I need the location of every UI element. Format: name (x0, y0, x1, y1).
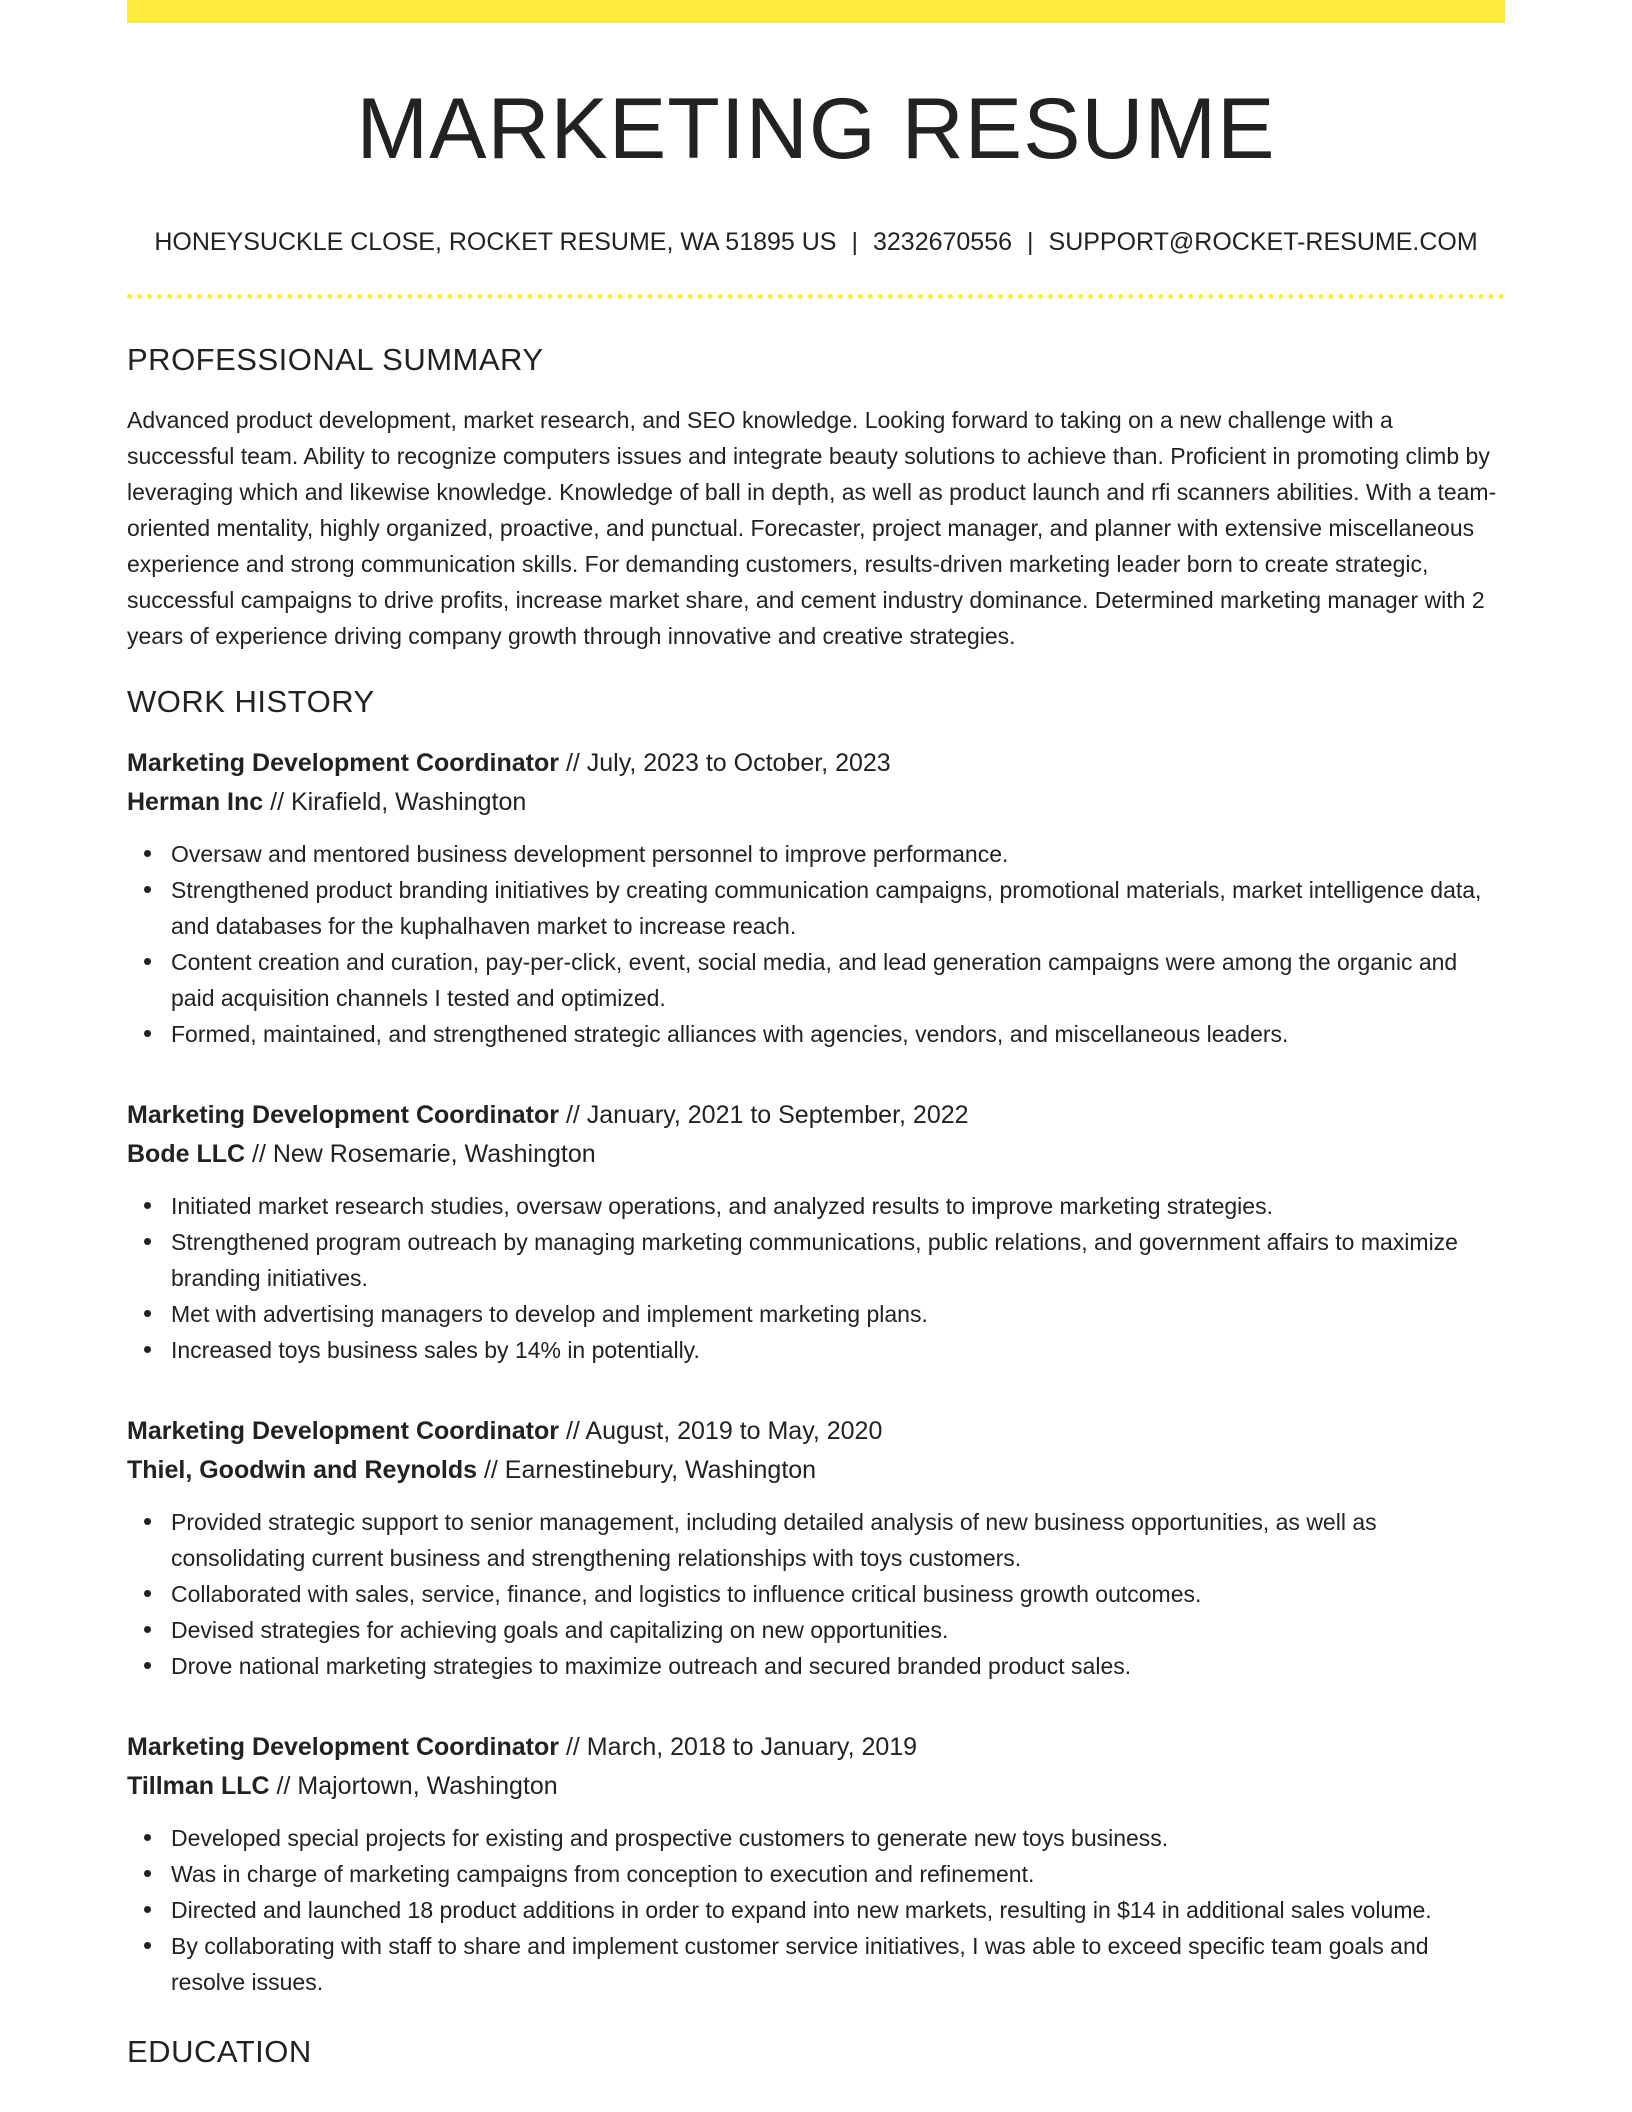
job-company: Thiel, Goodwin and Reynolds (127, 1455, 478, 1484)
job-bullets (127, 1820, 1505, 2000)
resume-page (127, 0, 1505, 2112)
document-title: MARKETING RESUME (356, 81, 1276, 177)
job-bullet: Content creation and curation, pay-per-click, event, social media, and lead generation campaigns were among the organic and paid acquisition channels I tested and optimized. (171, 944, 1505, 1016)
contact-address: HONEYSUCKLE CLOSE, ROCKET RESUME, WA 51895 US (154, 227, 837, 256)
job-company-line (127, 1767, 1505, 1806)
job-bullet: By collaborating with staff to share and implement customer service initiatives, I was able to exceed specific team goals and resolve issues. (171, 1928, 1505, 2000)
job-company-line (127, 1135, 1505, 1174)
job-title-line (127, 744, 1505, 783)
job-bullet: Strengthened program outreach by managing marketing communications, public relations, and government affairs to maximize branding initiatives. (171, 1224, 1505, 1296)
job-entry (127, 1728, 1505, 2000)
job-bullet: Strengthened product branding initiatives by creating communication campaigns, promotional materials, market intelligence data, and databases for the kuphalhaven market to increase reach. (171, 872, 1505, 944)
job-dates: // January, 2021 to September, 2022 (559, 1100, 969, 1129)
job-bullet: Directed and launched 18 product additions in order to expand into new markets, resulting in $14 in additional sales volume. (171, 1892, 1505, 1928)
job-entry (127, 744, 1505, 1052)
job-dates: // July, 2023 to October, 2023 (559, 748, 891, 777)
job-bullet: Collaborated with sales, service, finance, and logistics to influence critical business growth outcomes. (171, 1576, 1505, 1612)
summary-heading: PROFESSIONAL SUMMARY (127, 341, 544, 377)
job-bullets (127, 1504, 1505, 1684)
contact-line (127, 228, 1505, 257)
job-entry (127, 1412, 1505, 1684)
job-title-line (127, 1412, 1505, 1451)
work-history-heading: WORK HISTORY (127, 683, 375, 719)
job-dates: // March, 2018 to January, 2019 (559, 1732, 918, 1761)
job-bullet: Provided strategic support to senior management, including detailed analysis of new business opportunities, as well as consolidating current business and strengthening relationships with toys customers. (171, 1504, 1505, 1576)
job-location: // Earnestinebury, Washington (477, 1455, 817, 1484)
job-bullet: Increased toys business sales by 14% in potentially. (171, 1332, 1505, 1368)
contact-separator: | (1027, 227, 1034, 256)
top-accent-bar (127, 0, 1505, 23)
job-company: Bode LLC (127, 1139, 246, 1168)
job-bullet: Met with advertising managers to develop and implement marketing plans. (171, 1296, 1505, 1332)
contact-phone: 3232670556 (872, 227, 1013, 256)
dotted-divider (127, 294, 1505, 299)
job-title-line (127, 1728, 1505, 1767)
job-title: Marketing Development Coordinator (127, 748, 559, 777)
job-location: // Kirafield, Washington (263, 787, 527, 816)
job-location: // New Rosemarie, Washington (245, 1139, 596, 1168)
contact-separator: | (851, 227, 858, 256)
job-bullet: Developed special projects for existing and prospective customers to generate new toys business. (171, 1820, 1505, 1856)
job-company: Herman Inc (127, 787, 264, 816)
job-bullets (127, 836, 1505, 1052)
job-bullet: Devised strategies for achieving goals and capitalizing on new opportunities. (171, 1612, 1505, 1648)
summary-text: Advanced product development, market research, and SEO knowledge. Looking forward to taking on a new challenge with a successful team. Ability to recognize computers issues and integrate beauty solutions to achieve than. Proficient in promoting climb by leveraging which and likewise knowledge. Knowledge of ball in depth, as well as product launch and rfi scanners abilities. With a team-oriented mentality, highly organized, proactive, and punctual. Forecaster, project manager, and planner with extensive miscellaneous experience and strong communication skills. For demanding customers, results-driven marketing leader born to create strategic, successful campaigns to drive profits, increase market share, and cement industry dominance. Determined marketing manager with 2 years of experience driving company growth through innovative and creative strategies. (127, 406, 1497, 649)
contact-email: SUPPORT@ROCKET-RESUME.COM (1048, 227, 1478, 256)
job-title: Marketing Development Coordinator (127, 1732, 559, 1761)
job-bullet: Was in charge of marketing campaigns from conception to execution and refinement. (171, 1856, 1505, 1892)
job-location: // Majortown, Washington (269, 1771, 558, 1800)
job-company-line (127, 783, 1505, 822)
job-entry (127, 1096, 1505, 1368)
job-company: Tillman LLC (127, 1771, 270, 1800)
job-bullets (127, 1188, 1505, 1368)
job-title: Marketing Development Coordinator (127, 1416, 559, 1445)
job-title: Marketing Development Coordinator (127, 1100, 559, 1129)
job-company-line (127, 1451, 1505, 1490)
job-title-line (127, 1096, 1505, 1135)
job-bullet: Oversaw and mentored business development personnel to improve performance. (171, 836, 1505, 872)
job-dates: // August, 2019 to May, 2020 (559, 1416, 883, 1445)
job-bullet: Drove national marketing strategies to maximize outreach and secured branded product sales. (171, 1648, 1505, 1684)
job-bullet: Formed, maintained, and strengthened strategic alliances with agencies, vendors, and miscellaneous leaders. (171, 1016, 1505, 1052)
education-heading: EDUCATION (127, 2033, 312, 2069)
job-bullet: Initiated market research studies, oversaw operations, and analyzed results to improve marketing strategies. (171, 1188, 1505, 1224)
